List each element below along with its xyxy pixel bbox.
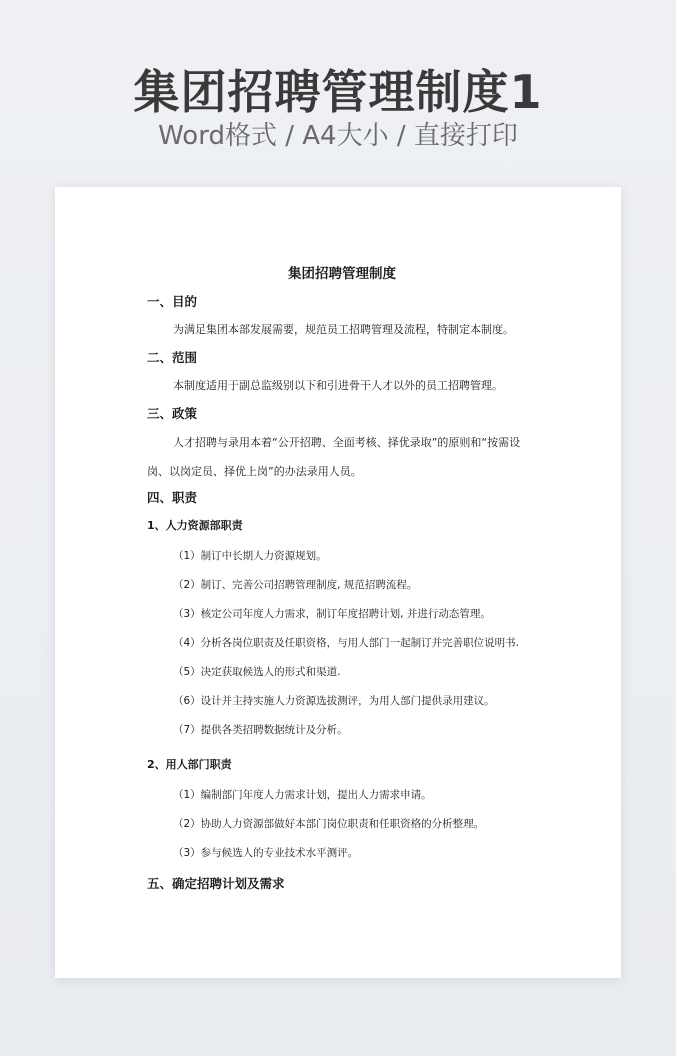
section-text-scope: 本制度适用于副总监级别以下和引进骨干人才以外的员工招聘管理。 — [173, 379, 503, 392]
banner-subtitle: Word格式 / A4大小 / 直接打印 — [158, 121, 518, 151]
list-item: （2）制订、完善公司招聘管理制度, 规范招聘流程。 — [173, 579, 418, 591]
document-page — [55, 187, 621, 978]
list-item: （3）参与候选人的专业技术水平测评。 — [173, 847, 359, 859]
subsection-heading-hr: 1、人力资源部职责 — [147, 519, 243, 532]
document-title: 集团招聘管理制度 — [288, 266, 396, 282]
section-heading-duties: 四、职责 — [147, 490, 198, 505]
section-heading-policy: 三、政策 — [147, 406, 198, 421]
section-heading-purpose: 一、目的 — [147, 294, 198, 309]
section-heading-scope: 二、范围 — [147, 350, 198, 365]
subsection-heading-dept: 2、用人部门职责 — [147, 758, 232, 771]
list-item: （3）核定公司年度人力需求，制订年度招聘计划, 并进行动态管理。 — [173, 608, 491, 620]
banner-title: 集团招聘管理制度1 — [133, 65, 543, 119]
list-item: （7）提供各类招聘数据统计及分析。 — [173, 724, 348, 736]
list-item: （2）协助人力资源部做好本部门岗位职责和任职资格的分析整理。 — [173, 818, 485, 830]
section-text-policy: 人才招聘与录用本着“公开招聘、全面考核、择优录取”的原则和“按需设岗、以岗定员、择优上岗”的办法录用人员。 — [147, 436, 521, 478]
list-item: （4）分析各岗位职责及任职资格，与用人部门一起制订并完善职位说明书. — [173, 637, 520, 649]
document-body — [147, 265, 537, 903]
list-item: （1）制订中长期人力资源规划。 — [173, 550, 327, 562]
section-heading-planning: 五、确定招聘计划及需求 — [147, 876, 285, 891]
list-item: （1）编制部门年度人力需求计划，提出人力需求申请。 — [173, 789, 432, 801]
list-item: （6）设计并主持实施人力资源选拔测评，为用人部门提供录用建议。 — [173, 695, 495, 707]
list-item: （5）决定获取候选人的形式和渠道. — [173, 666, 341, 678]
section-text-purpose: 为满足集团本部发展需要，规范员工招聘管理及流程，特制定本制度。 — [173, 323, 514, 336]
